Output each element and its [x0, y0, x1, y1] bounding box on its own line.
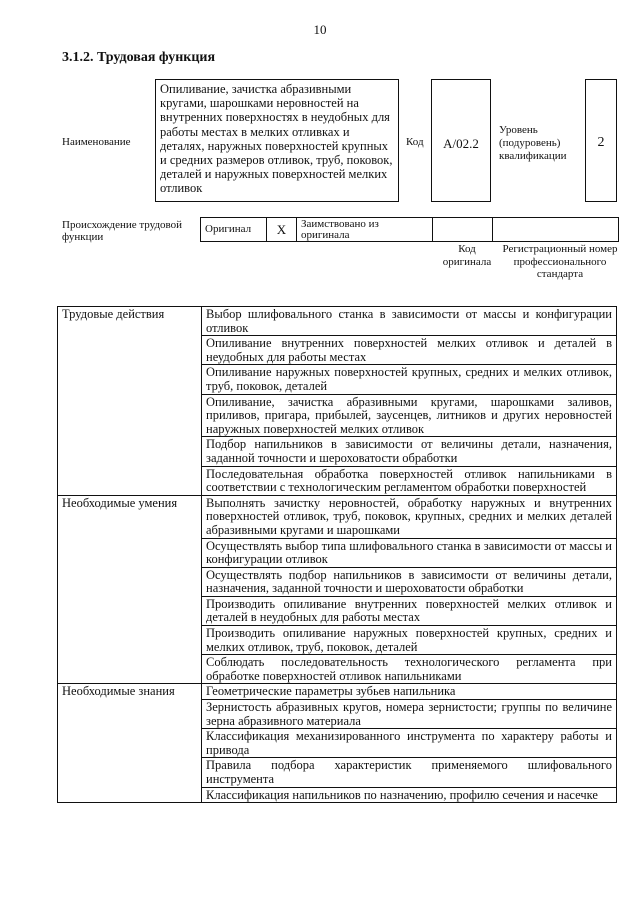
code-caption: Код оригинала	[442, 243, 492, 268]
code-value: A/02.2	[443, 136, 479, 151]
registration-caption: Регистрационный номер профессионального стандарта	[502, 243, 618, 280]
original-label-cell: Оригинал	[201, 218, 267, 242]
level-value: 2	[597, 135, 605, 150]
original-code-cell	[433, 218, 493, 242]
list-item: Зернистость абразивных кругов, номера зернистости; группы по величине зерна абразивного материала	[202, 700, 617, 729]
function-details-table	[57, 306, 617, 803]
list-item: Выполнять зачистку неровностей, обработку наружных и внутренних поверхностей отливок, труб, поковок, крупных, средних и мелких деталей абразивными кругами и шарошками	[202, 495, 617, 538]
name-label: Наименование	[62, 136, 131, 148]
section-heading-labor-actions: Трудовые действия	[58, 307, 202, 496]
origin-label: Происхождение трудовой функции	[62, 219, 183, 243]
list-item: Опиливание, зачистка абразивными кругами, шарошками заливов, приливов, пригара, прибылей, заусенцев, литников и других неровностей наружных поверхностей мелких отливок	[202, 394, 617, 437]
registration-number-cell	[493, 218, 619, 242]
page-number: 10	[313, 22, 327, 37]
original-mark: X	[267, 218, 297, 242]
list-item: Производить опиливание внутренних поверхностей мелких отливок и деталей в неудобных для работы местах	[202, 596, 617, 625]
list-item: Выбор шлифовального станка в зависимости от массы и конфигурации отливок	[202, 307, 617, 336]
section-heading-required-skills: Необходимые умения	[58, 495, 202, 684]
list-item: Правила подбора характеристик применяемого шлифовального инструмента	[202, 758, 617, 787]
list-item: Классификация механизированного инструмента по характеру работы и привода	[202, 729, 617, 758]
list-item: Опиливание внутренних поверхностей мелких отливок и деталей в неудобных для работы местах	[202, 336, 617, 365]
function-name-box: Опиливание, зачистка абразивными кругами, шарошками неровностей на внутренних поверхностях в неудобных для работы местах в мелких отливках и деталях, наружных поверхностей крупных и средних размеров отливок, труб, поковок, деталей и наружных поверхностей мелких отливок	[155, 79, 399, 202]
table-row	[58, 307, 617, 336]
table-row	[58, 684, 617, 700]
borrowed-label-cell: Заимствовано из оригинала	[297, 218, 433, 242]
list-item: Производить опиливание наружных поверхностей крупных, средних и мелких отливок, труб, поковок, деталей	[202, 626, 617, 655]
list-item: Осуществлять подбор напильников в зависимости от величины детали, назначения, заданной точности и шероховатости обработки	[202, 567, 617, 596]
list-item: Геометрические параметры зубьев напильника	[202, 684, 617, 700]
list-item: Последовательная обработка поверхностей отливок напильниками в соответствии с технологическим регламентом обработки поверхностей	[202, 466, 617, 495]
code-label: Код	[406, 136, 424, 148]
code-box	[431, 79, 491, 202]
origin-table	[200, 217, 619, 242]
level-label: Уровень (подуровень) квалификации	[499, 124, 567, 162]
list-item: Подбор напильников в зависимости от величины детали, назначения, заданной точности и шероховатости обработки	[202, 437, 617, 466]
list-item: Классификация напильников по назначению, профилю сечения и насечке	[202, 787, 617, 803]
list-item: Соблюдать последовательность технологического регламента при обработке поверхностей отливок напильниками	[202, 655, 617, 684]
section-title: 3.1.2. Трудовая функция	[62, 50, 216, 65]
level-box	[585, 79, 617, 202]
section-heading-required-knowledge: Необходимые знания	[58, 684, 202, 803]
list-item: Опиливание наружных поверхностей крупных, средних и мелких отливок, труб, поковок, деталей	[202, 365, 617, 394]
list-item: Осуществлять выбор типа шлифовального станка в зависимости от массы и конфигурации отливок	[202, 538, 617, 567]
table-row	[58, 495, 617, 538]
